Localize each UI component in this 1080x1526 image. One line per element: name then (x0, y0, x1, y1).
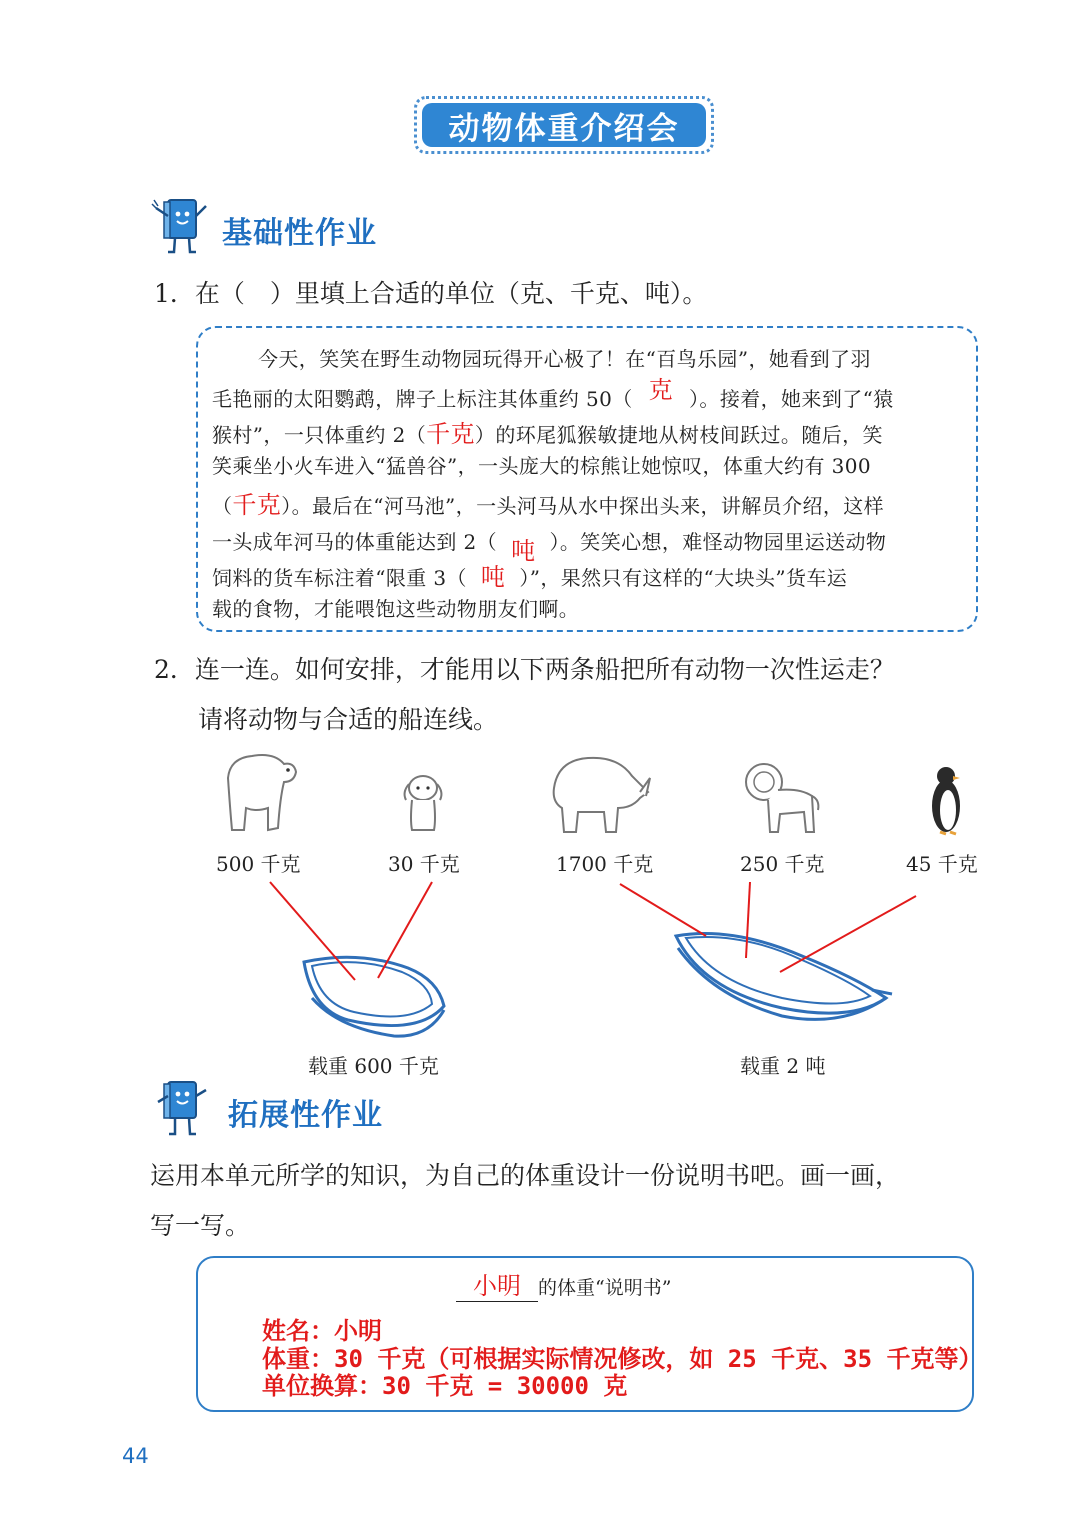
ext-prompt-line1: 运用本单元所学的知识，为自己的体重设计一份说明书吧。画一画， (150, 1161, 901, 1190)
answer-name: 姓名：小明 (262, 1317, 382, 1345)
section-basic-title: 基础性作业 (222, 216, 377, 251)
line-penguin-to-large-boat (780, 896, 916, 972)
passage-line: 今天，笑笑在野生动物园玩得开心极了！在“百鸟乐园”，她看到了羽 (258, 347, 871, 371)
animal-weight-polar-bear: 500 千克 (216, 852, 301, 876)
passage-line: 一头成年河马的体重能达到 2（ 吨 ）。笑笑心想，难怪动物园里运送动物 (212, 530, 887, 565)
page-title: 动物体重介绍会 (422, 103, 706, 147)
card-name-fill: 小明 (456, 1266, 538, 1302)
passage-line: 载的食物，才能喂饱这些动物朋友们啊。 (212, 597, 580, 621)
q1-prompt: 1．在（ ）里填上合适的单位（克、千克、吨）。 (154, 279, 708, 308)
ext-prompt-line2: 写一写。 (150, 1211, 251, 1240)
answer-ton-hippo: 吨 (511, 537, 536, 565)
answer-weight: 体重：30 千克（可根据实际情况修改，如 25 千克、35 千克等） (262, 1345, 983, 1373)
line-lion-to-large-boat (746, 882, 750, 958)
q2-prompt-line1: 2．连一连。如何安排，才能用以下两条船把所有动物一次性运走？ (154, 655, 895, 684)
answer-kilogram-lemur: 千克 (426, 420, 475, 448)
passage-line: 笑乘坐小火车进入“猛兽谷”，一头庞大的棕熊让她惊叹，体重大约有 300 (212, 454, 871, 478)
page-number: 44 (122, 1444, 149, 1468)
card-title-suffix: 的体重“说明书” (538, 1277, 672, 1299)
passage-line: 饲料的货车标注着“限重 3（ 吨 ）”，果然只有这样的“大块头”货车运 (212, 557, 847, 592)
line-polar-bear-to-small-boat (270, 882, 355, 980)
book-mascot-icon (150, 1076, 214, 1140)
animal-weight-rhino: 1700 千克 (556, 852, 654, 876)
answer-ton-truck: 吨 (480, 563, 506, 591)
animal-weight-puppy: 30 千克 (388, 852, 460, 876)
line-rhino-to-large-boat (620, 884, 706, 936)
card-title (456, 1266, 671, 1302)
answer-conversion: 单位换算：30 千克 = 30000 克 (262, 1372, 628, 1400)
large-boat-capacity: 载重 2 吨 (740, 1054, 826, 1078)
passage-line: 毛艳丽的太阳鹦鹉，牌子上标注其体重约 50（ 克 ）。接着，她来到了“猿 (212, 378, 894, 413)
line-puppy-to-small-boat (378, 882, 432, 978)
passage-line: （千克）。最后在“河马池”，一头河马从水中探出头来，讲解员介绍，这样 (212, 491, 885, 519)
small-boat-capacity: 载重 600 千克 (308, 1054, 439, 1078)
q2-prompt-line2: 请将动物与合适的船连线。 (198, 705, 499, 734)
answer-gram: 克 (648, 376, 674, 404)
passage-line: 猴村”，一只体重约 2（千克）的环尾狐猴敏捷地从树枝间跃过。随后，笑 (212, 420, 883, 448)
animal-weight-penguin: 45 千克 (906, 852, 978, 876)
animal-weight-lion: 250 千克 (740, 852, 825, 876)
answer-kilogram-bear: 千克 (232, 491, 282, 519)
section-ext-title: 拓展性作业 (228, 1098, 383, 1133)
